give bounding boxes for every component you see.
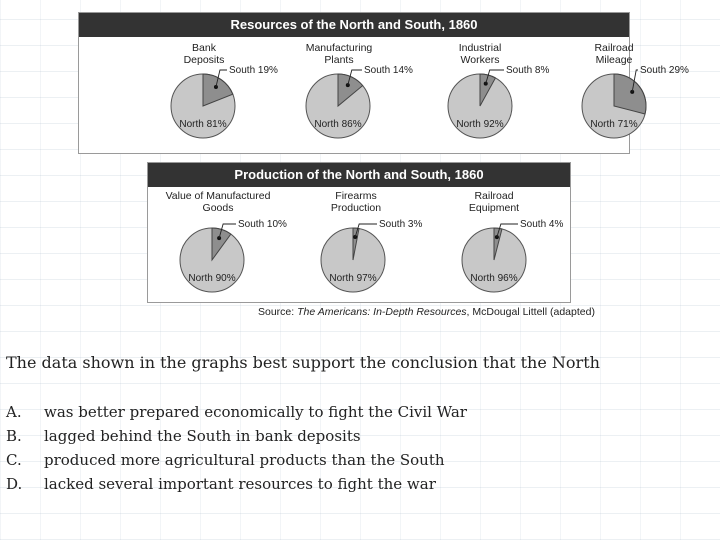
production-pie-charts bbox=[148, 187, 570, 302]
pie-label-line: Bank bbox=[192, 42, 216, 54]
source-prefix: Source: bbox=[258, 306, 298, 318]
north-value-label: North 96% bbox=[470, 273, 518, 284]
pie-label-line: Deposits bbox=[183, 54, 225, 66]
source-suffix: , McDougal Littell (adapted) bbox=[466, 306, 595, 318]
answer-letter: D. bbox=[6, 475, 23, 493]
source-citation bbox=[258, 306, 595, 318]
source-title: The Americans: In-Depth Resources bbox=[297, 306, 467, 318]
pie-label-line: Railroad bbox=[594, 42, 634, 54]
answer-choice-b[interactable] bbox=[6, 424, 467, 448]
north-value-label: North 90% bbox=[188, 273, 236, 284]
pie-label-line: Manufacturing bbox=[305, 42, 373, 54]
south-value-label: South 10% bbox=[238, 219, 287, 230]
north-value-label: North 81% bbox=[179, 119, 227, 130]
north-value-label: North 86% bbox=[314, 119, 362, 130]
answer-choice-a[interactable] bbox=[6, 400, 467, 424]
pie-firearms-production bbox=[321, 190, 422, 292]
south-value-label: South 29% bbox=[640, 65, 689, 76]
answer-choice-d[interactable] bbox=[6, 472, 467, 496]
south-value-label: South 4% bbox=[520, 219, 564, 230]
pie-label-line: Workers bbox=[460, 54, 500, 66]
resources-pie-charts bbox=[79, 37, 689, 153]
question-stem: The data shown in the graphs best support the conclusion that the North bbox=[6, 353, 600, 372]
answer-choices bbox=[6, 400, 467, 496]
pie-label-line: Equipment bbox=[468, 202, 520, 214]
answer-letter: A. bbox=[6, 403, 22, 421]
pie-railroad-mileage bbox=[582, 42, 689, 138]
answer-letter: C. bbox=[6, 451, 22, 469]
pie-manufacturing-plants bbox=[306, 42, 413, 138]
answer-text: was better prepared economically to fight the Civil War bbox=[44, 403, 467, 421]
resources-chart-title: Resources of the North and South, 1860 bbox=[79, 13, 629, 37]
north-value-label: North 97% bbox=[329, 273, 377, 284]
pie-label-line: Mileage bbox=[595, 54, 633, 66]
south-value-label: South 14% bbox=[364, 65, 413, 76]
pie-industrial-workers bbox=[448, 42, 549, 138]
production-chart-panel bbox=[147, 162, 571, 303]
pie-railroad-equipment bbox=[462, 190, 563, 292]
pie-label-line: Industrial bbox=[458, 42, 502, 54]
answer-text: lacked several important resources to fight the war bbox=[44, 475, 436, 493]
pie-label-line: Production bbox=[330, 202, 382, 214]
pie-label-line: Value of Manufactured bbox=[165, 190, 271, 202]
pie-label-line: Goods bbox=[202, 202, 234, 214]
resources-chart-panel bbox=[78, 12, 689, 154]
south-value-label: South 19% bbox=[229, 65, 278, 76]
north-value-label: North 71% bbox=[590, 119, 638, 130]
pie-label-line: Plants bbox=[324, 54, 354, 66]
south-value-label: South 3% bbox=[379, 219, 423, 230]
pie-bank-deposits bbox=[171, 42, 278, 138]
south-value-label: South 8% bbox=[506, 65, 550, 76]
pie-value-of-manufactured-goods bbox=[166, 190, 287, 292]
answer-letter: B. bbox=[6, 427, 22, 445]
answer-text: produced more agricultural products than the South bbox=[44, 451, 445, 469]
answer-choice-c[interactable] bbox=[6, 448, 467, 472]
pie-label-line: Firearms bbox=[335, 190, 377, 202]
north-value-label: North 92% bbox=[456, 119, 504, 130]
answer-text: lagged behind the South in bank deposits bbox=[44, 427, 361, 445]
production-chart-title: Production of the North and South, 1860 bbox=[148, 163, 570, 187]
pie-label-line: Railroad bbox=[474, 190, 514, 202]
